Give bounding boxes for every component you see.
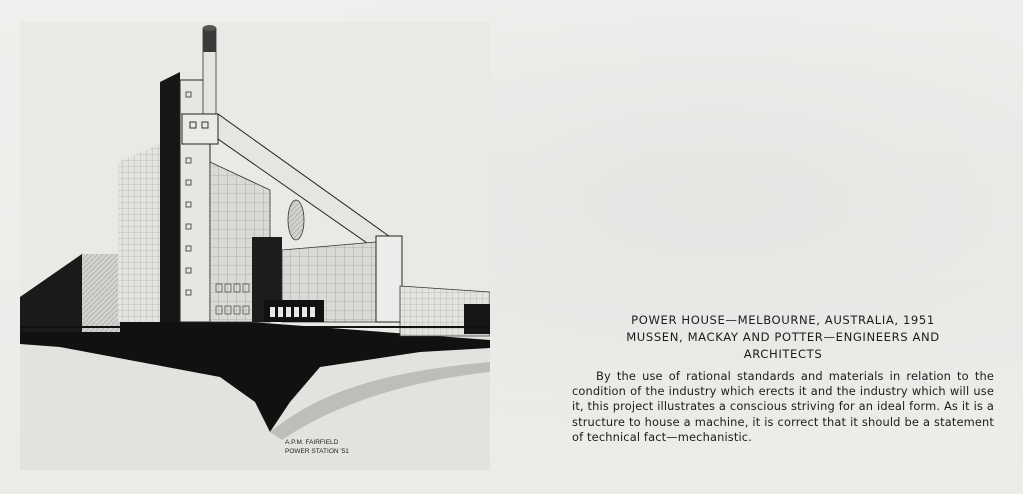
caption-title-line1: POWER HOUSE—MELBOURNE, AUSTRALIA, 1951 [631, 313, 935, 327]
caption-title-line2: MUSSEN, MACKAY AND POTTER—ENGINEERS AND [626, 330, 940, 344]
power-station-drawing [20, 22, 490, 470]
caption-title-line3: ARCHITECTS [743, 347, 823, 361]
caption-body: By the use of rational standards and materials in relation to the condition of the industry which erects it and the industry which will use it, this project illustrates a conscious striving for an ideal form. As it is a structure to house a machine, it is correct that it should be a statement of technical fact—mechanistic. [572, 369, 994, 444]
artist-signature-line1: A.P.M. FAIRFIELD [285, 439, 339, 446]
caption-title [572, 312, 994, 363]
power-station-sketch [20, 22, 490, 470]
figure-caption [572, 312, 994, 445]
artist-signature-line2: POWER STATION '51 [285, 448, 349, 455]
